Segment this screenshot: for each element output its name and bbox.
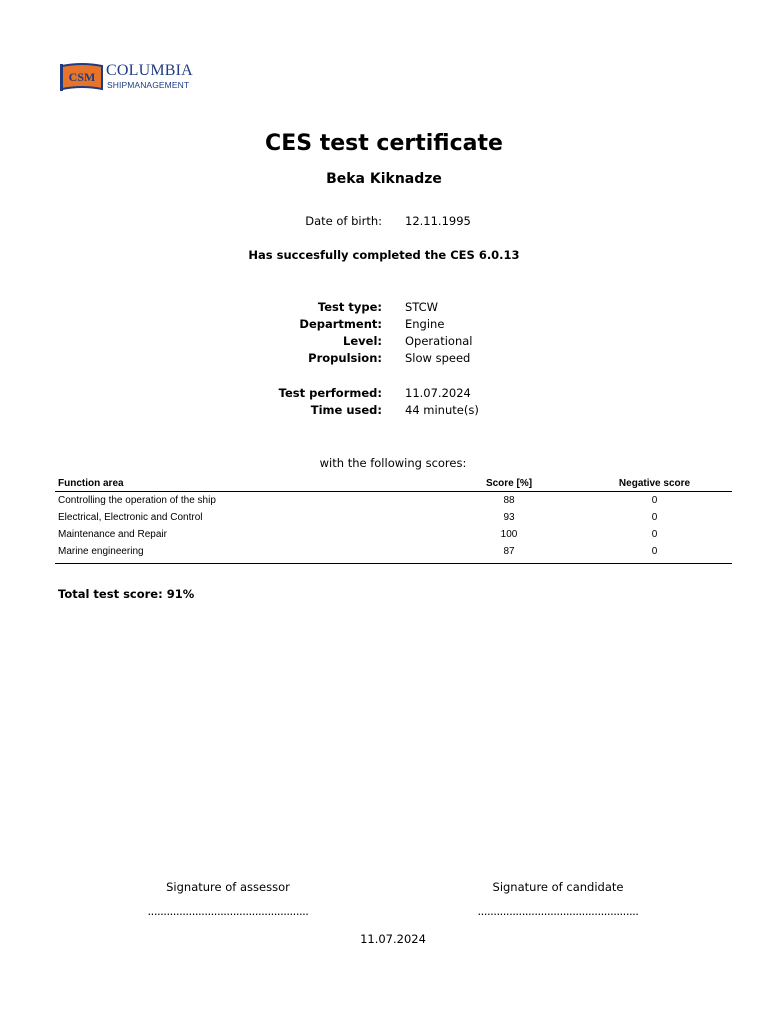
header-negative-score: Negative score [577,475,732,492]
total-score: Total test score: 91% [58,587,195,601]
logo-name: COLUMBIA [106,62,193,79]
scores-table [55,475,732,564]
department-value: Engine [405,317,445,331]
function-area-cell: Controlling the operation of the ship [58,495,216,506]
candidate-name: Beka Kiknadze [326,171,442,187]
logo-subtitle: SHIPMANAGEMENT [107,80,190,90]
score-cell: 100 [500,529,518,540]
score-cell: 93 [503,512,515,523]
table-row [55,492,732,510]
dob-value: 12.11.1995 [405,214,471,228]
negative-score-cell: 0 [651,529,658,540]
function-area-cell: Maintenance and Repair [58,529,167,540]
header-function-area: Function area [55,475,441,492]
assessor-signature-label: Signature of assessor [166,880,290,894]
test-type-value: STCW [405,300,439,314]
test-performed-label: Test performed: [278,386,382,400]
time-used-label: Time used: [310,403,382,417]
level-value: Operational [405,334,473,348]
negative-score-cell: 0 [651,495,658,506]
score-cell: 87 [441,543,577,564]
test-performed-value: 11.07.2024 [405,386,471,400]
test-type-label: Test type: [317,300,382,314]
score-cell: 88 [503,495,515,506]
completion-statement: Has succesfully completed the CES 6.0.13 [248,248,520,262]
header-score: Score [%] [441,475,577,492]
table-header-row [55,475,732,492]
signature-date: 11.07.2024 [360,932,426,946]
logo-mark-text: CSM [68,70,96,84]
csm-flag-icon [60,62,104,92]
assessor-signature-line: ................................................... [147,904,309,918]
department-label: Department: [299,317,382,331]
company-logo [60,60,210,96]
time-used-value: 44 minute(s) [405,403,479,417]
propulsion-label: Propulsion: [308,351,382,365]
negative-score-cell: 0 [577,543,732,564]
dob-label: Date of birth: [305,214,382,228]
table-row [55,543,732,564]
certificate-title: CES test certificate [265,131,503,156]
table-row [55,526,732,543]
candidate-signature-label: Signature of candidate [492,880,624,894]
level-label: Level: [343,334,382,348]
function-area-cell: Marine engineering [55,543,441,564]
function-area-cell: Electrical, Electronic and Control [58,512,203,523]
candidate-signature-line: ................................................... [477,904,639,918]
scores-caption: with the following scores: [319,456,467,470]
negative-score-cell: 0 [651,512,658,523]
table-row [55,509,732,526]
propulsion-value: Slow speed [405,351,471,365]
